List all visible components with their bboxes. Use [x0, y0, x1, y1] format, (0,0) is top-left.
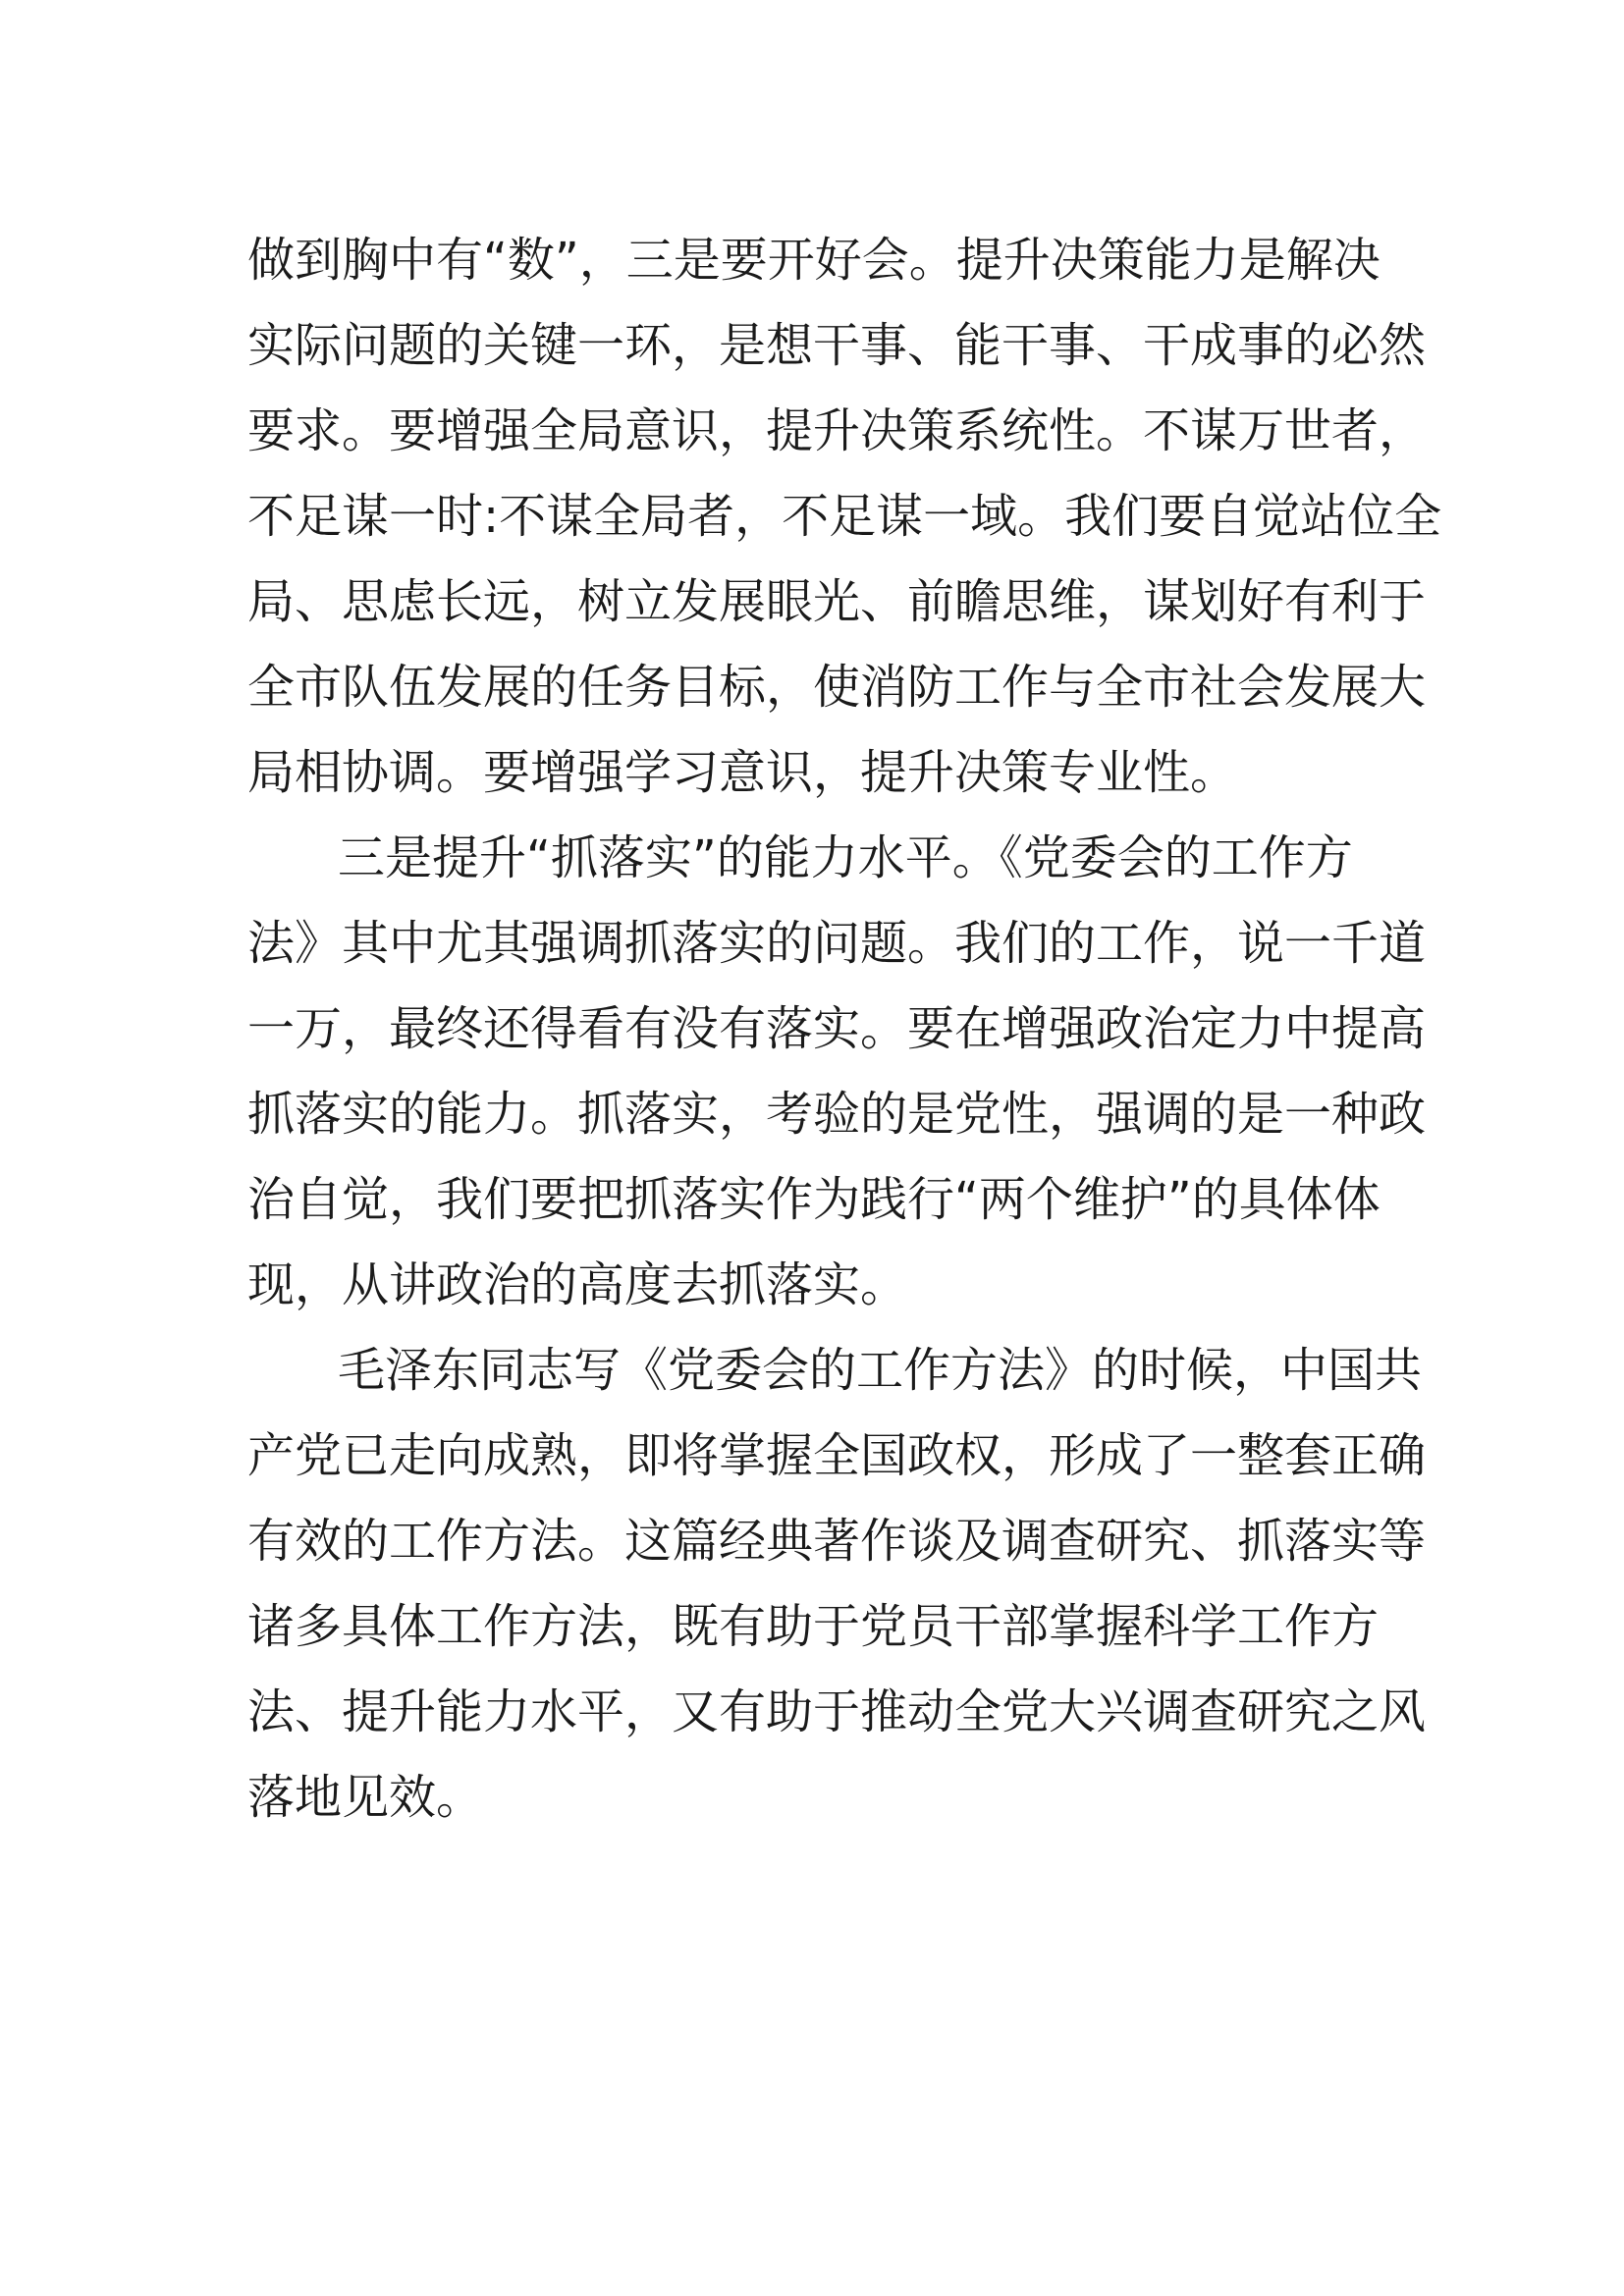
text-line: 现，从讲政治的高度去抓落实。	[247, 1257, 908, 1312]
text-line: 做到胸中有“数”，三是要开好会。提升决策能力是解决	[247, 233, 1380, 288]
text-line: 不足谋一时:不谋全局者，不足谋一域。我们要自觉站位全	[247, 489, 1442, 544]
text-line: 产党已走向成熟，即将掌握全国政权，形成了一整套正确	[247, 1428, 1427, 1483]
text-line: 法》其中尤其强调抓落实的问题。我们的工作，说一千道	[247, 916, 1427, 971]
body-text	[247, 218, 1442, 1841]
text-line: 局相协调。要增强学习意识，提升决策专业性。	[247, 745, 1238, 800]
text-line: 治自觉，我们要把抓落实作为践行“两个维护”的具体体	[247, 1172, 1380, 1227]
text-line: 诸多具体工作方法，既有助于党员干部掌握科学工作方	[247, 1599, 1380, 1654]
text-line: 法、提升能力水平，又有助于推动全党大兴调查研究之风	[247, 1684, 1427, 1739]
text-line: 要求。要增强全局意识，提升决策系统性。不谋万世者，	[247, 403, 1427, 458]
text-line: 局、思虑长远，树立发展眼光、前瞻思维，谋划好有利于	[247, 574, 1427, 629]
text-line: 落地见效。	[247, 1770, 484, 1825]
text-line: 一万，最终还得看有没有落实。要在增强政治定力中提高	[247, 1001, 1427, 1056]
text-line: 有效的工作方法。这篇经典著作谈及调查研究、抓落实等	[247, 1514, 1427, 1569]
text-line: 全市队伍发展的任务目标，使消防工作与全市社会发展大	[247, 660, 1427, 715]
paragraph-start-line: 毛泽东同志写《党委会的工作方法》的时候，中国共	[338, 1343, 1423, 1398]
text-line: 抓落实的能力。抓落实，考验的是党性，强调的是一种政	[247, 1087, 1427, 1142]
paragraph-start-line: 三是提升“抓落实”的能力水平。《党委会的工作方	[338, 830, 1353, 885]
text-line: 实际问题的关键一环，是想干事、能干事、干成事的必然	[247, 318, 1427, 373]
